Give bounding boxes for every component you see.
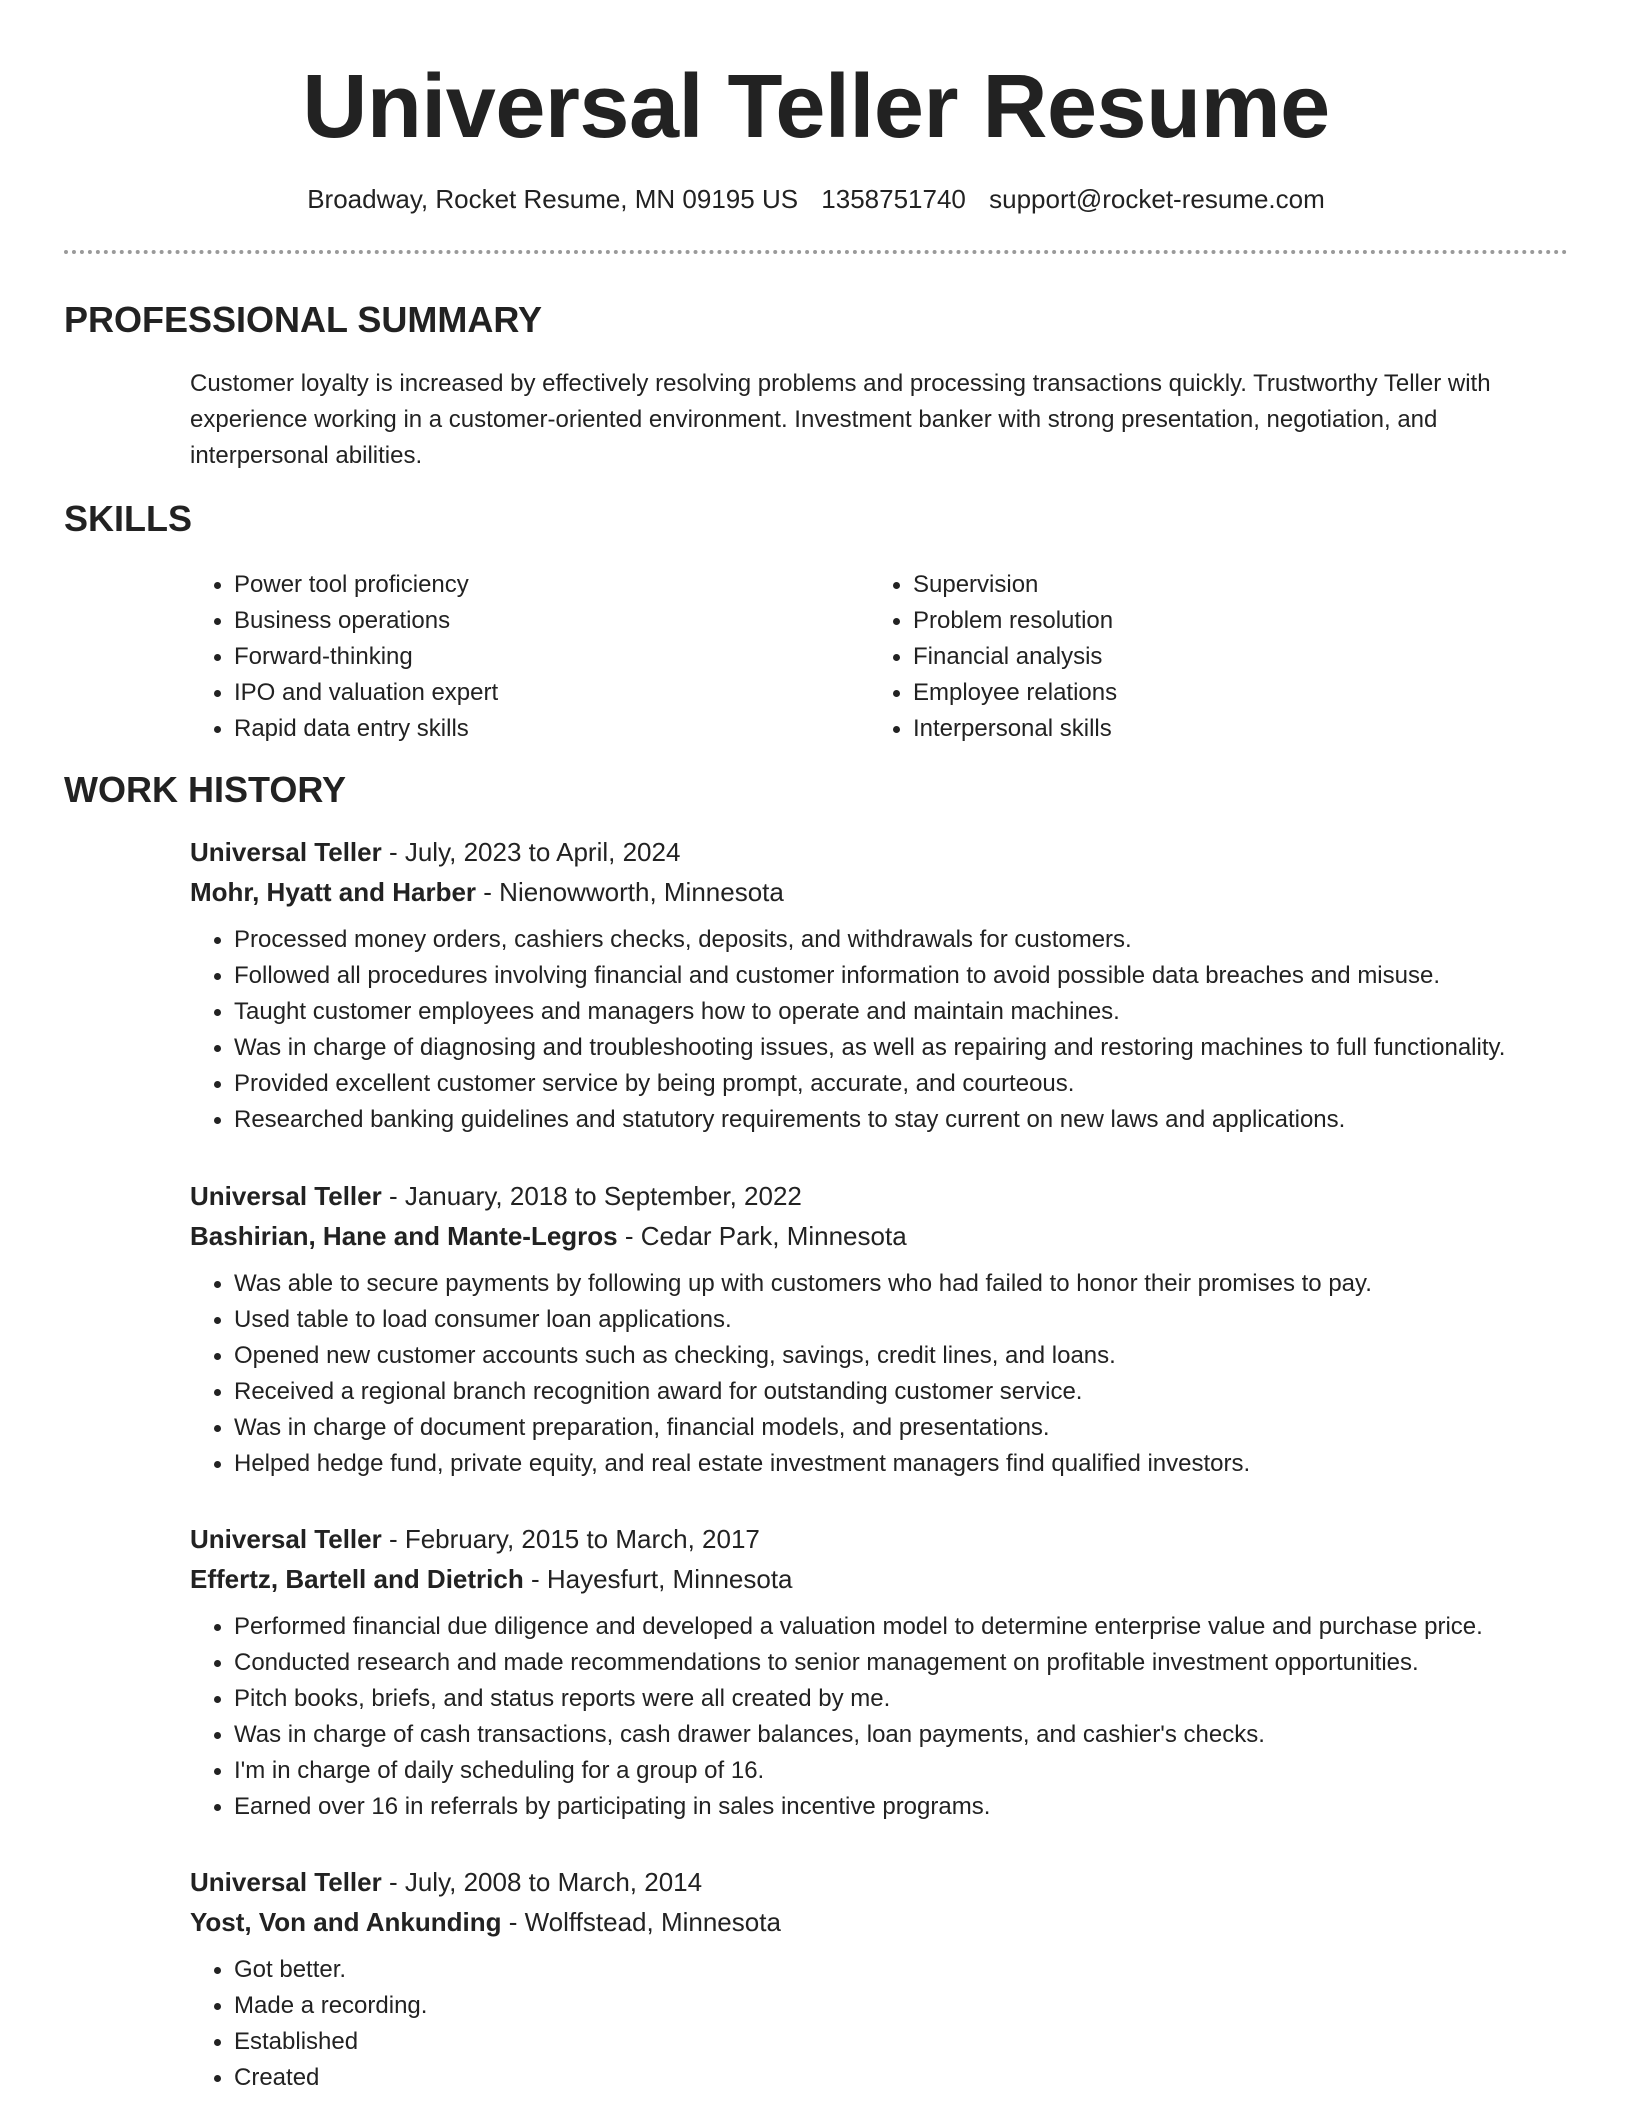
skill-item: • Problem resolution [913, 603, 1533, 639]
job-bullet: • I'm in charge of daily scheduling for a group of 16. [234, 1753, 1590, 1789]
job-company-line [190, 1559, 1590, 1599]
job-bullet: • Taught customer employees and managers how to operate and maintain machines. [234, 994, 1590, 1030]
job-bullet: • Made a recording. [234, 1988, 1590, 2024]
job-title-line [190, 832, 1590, 872]
job-entry [190, 832, 1590, 1138]
job-company-line [190, 1902, 1590, 1942]
skill-item: • Interpersonal skills [913, 711, 1533, 747]
job-bullet: • Conducted research and made recommendations to senior management on profitable investment opportunities. [234, 1645, 1590, 1681]
job-bullet: • Used table to load consumer loan applications. [234, 1302, 1590, 1338]
job-bullet: • Processed money orders, cashiers checks, deposits, and withdrawals for customers. [234, 922, 1590, 958]
skill-item: • Supervision [913, 567, 1533, 603]
job-entry [190, 1862, 1590, 2096]
work-history-heading: WORK HISTORY [64, 769, 347, 810]
job-bullets [190, 922, 1590, 1138]
job-title-line [190, 1519, 1590, 1559]
summary-text: Customer loyalty is increased by effectively resolving problems and processing transactions quickly. Trustworthy Teller with experience working in a customer-oriented environment. Investment banker with strong presentation, negotiation, and interpersonal abilities. [190, 370, 1491, 469]
job-bullet: • Pitch books, briefs, and status reports were all created by me. [234, 1681, 1590, 1717]
skill-item: • Financial analysis [913, 639, 1533, 675]
job-company-line [190, 872, 1590, 912]
job-bullet: • Established [234, 2024, 1590, 2060]
job-dates: - February, 2015 to March, 2017 [381, 1524, 760, 1554]
job-bullet: • Was in charge of cash transactions, cash drawer balances, loan payments, and cashier's checks. [234, 1717, 1590, 1753]
job-location: - Cedar Park, Minnesota [617, 1221, 907, 1251]
job-bullet: • Got better. [234, 1952, 1590, 1988]
resume-name: Universal Teller Resume [302, 57, 1330, 157]
job-bullet: • Created [234, 2060, 1590, 2096]
job-bullet: • Provided excellent customer service by being prompt, accurate, and courteous. [234, 1066, 1590, 1102]
skill-item: • Employee relations [913, 675, 1533, 711]
job-bullet: • Earned over 16 in referrals by participating in sales incentive programs. [234, 1789, 1590, 1825]
skills-list-right [869, 567, 1533, 747]
job-role: Universal Teller [190, 1181, 382, 1211]
summary-heading: PROFESSIONAL SUMMARY [64, 299, 543, 340]
job-bullets [190, 1609, 1590, 1825]
job-company-line [190, 1216, 1590, 1256]
job-bullet: • Was in charge of diagnosing and troubleshooting issues, as well as repairing and restoring machines to full functionality. [234, 1030, 1590, 1066]
job-dates: - July, 2008 to March, 2014 [381, 1867, 703, 1897]
job-location: - Nienowworth, Minnesota [476, 877, 784, 907]
job-bullets [190, 1952, 1590, 2096]
job-bullet: • Received a regional branch recognition award for outstanding customer service. [234, 1374, 1590, 1410]
skills-heading: SKILLS [64, 498, 193, 539]
job-location: - Hayesfurt, Minnesota [523, 1564, 793, 1594]
header-divider [64, 250, 1568, 254]
job-bullet: • Was able to secure payments by following up with customers who had failed to honor their promises to pay. [234, 1266, 1590, 1302]
contact-address: Broadway, Rocket Resume, MN 09195 US [307, 184, 799, 214]
job-company: Effertz, Bartell and Dietrich [190, 1564, 524, 1594]
job-role: Universal Teller [190, 1524, 382, 1554]
job-company: Mohr, Hyatt and Harber [190, 877, 477, 907]
skill-item: • Business operations [234, 603, 854, 639]
skill-item: • IPO and valuation expert [234, 675, 854, 711]
job-bullet: • Followed all procedures involving financial and customer information to avoid possible data breaches and misuse. [234, 958, 1590, 994]
job-location: - Wolffstead, Minnesota [501, 1907, 781, 1937]
job-role: Universal Teller [190, 1867, 382, 1897]
job-bullet: • Helped hedge fund, private equity, and real estate investment managers find qualified investors. [234, 1446, 1590, 1482]
job-role: Universal Teller [190, 837, 382, 867]
job-bullet: • Was in charge of document preparation, financial models, and presentations. [234, 1410, 1590, 1446]
job-dates: - July, 2023 to April, 2024 [381, 837, 681, 867]
job-entry [190, 1519, 1590, 1825]
job-title-line [190, 1862, 1590, 1902]
job-bullet: • Researched banking guidelines and statutory requirements to stay current on new laws and applications. [234, 1102, 1590, 1138]
skills-list-left [190, 567, 854, 747]
job-company: Yost, Von and Ankunding [190, 1907, 502, 1937]
job-entry [190, 1176, 1590, 1482]
job-dates: - January, 2018 to September, 2022 [381, 1181, 802, 1211]
contact-phone: 1358751740 [821, 184, 966, 214]
job-bullet: • Performed financial due diligence and developed a valuation model to determine enterprise value and purchase price. [234, 1609, 1590, 1645]
skill-item: • Forward-thinking [234, 639, 854, 675]
contact-email: support@rocket-resume.com [989, 184, 1325, 214]
skill-item: • Power tool proficiency [234, 567, 854, 603]
job-title-line [190, 1176, 1590, 1216]
contact-line [0, 182, 1632, 216]
job-bullets [190, 1266, 1590, 1482]
job-company: Bashirian, Hane and Mante-Legros [190, 1221, 618, 1251]
skill-item: • Rapid data entry skills [234, 711, 854, 747]
job-bullet: • Opened new customer accounts such as checking, savings, credit lines, and loans. [234, 1338, 1590, 1374]
